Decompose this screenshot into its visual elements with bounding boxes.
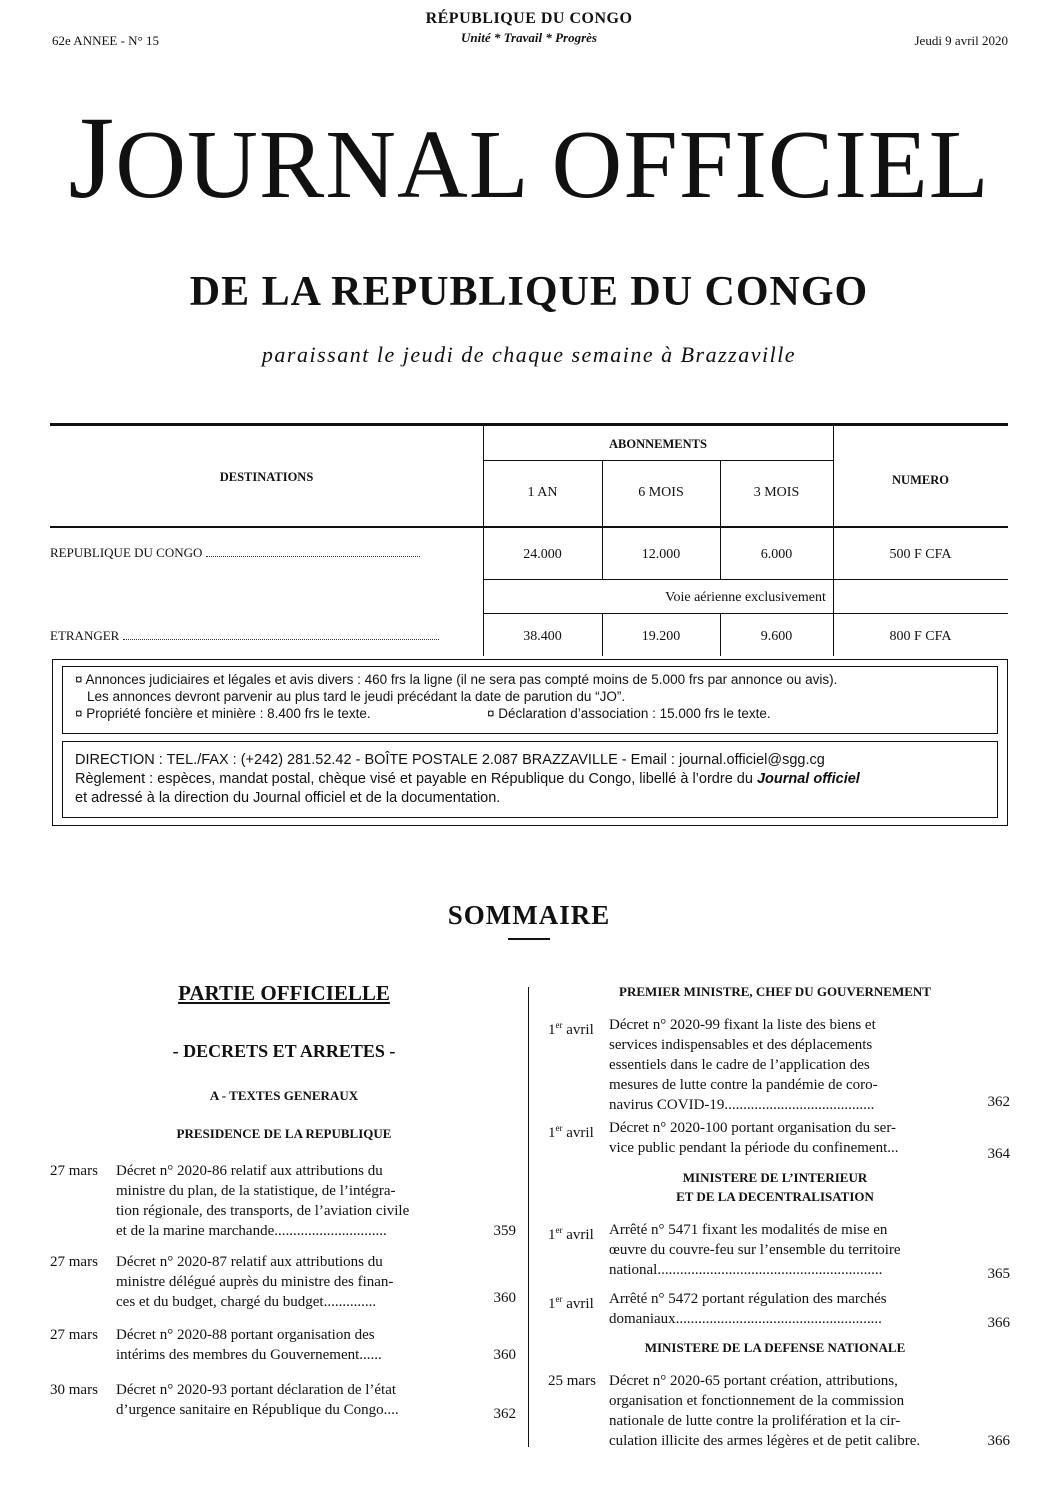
entry-text-line: navirus COVID-19........................................ (609, 1097, 875, 1113)
dest-congo-label: REPUBLIQUE DU CONGO (50, 545, 203, 560)
journal-tagline: paraissant le jeudi de chaque semaine à Brazzaville (261, 342, 797, 367)
etranger-3mois: 9.600 (760, 629, 793, 644)
masthead-top (0, 10, 1058, 46)
presidence-heading: PRESIDENCE DE LA REPUBLIQUE (176, 1126, 392, 1141)
decrets-arretes: - DECRETS ET ARRETES - (172, 1041, 396, 1061)
title-word-2: OFFICIEL (551, 111, 990, 219)
interieur-heading-1: MINISTERE DE L’INTERIEUR (682, 1170, 868, 1185)
notices-box (62, 666, 998, 734)
title-initial: J (68, 92, 116, 223)
journal-name: Journal officiel (756, 771, 860, 787)
congo-numero: 500 F CFA (889, 547, 952, 562)
reglement-text: Règlement : espèces, mandat postal, chèque visé et payable en République du Congo, libellé à l’ordre du (75, 771, 757, 787)
entry-text-line: Décret n° 2020-100 portant organisation du ser- (609, 1120, 897, 1136)
direction-line-2 (75, 770, 997, 789)
defense-heading: MINISTERE DE LA DEFENSE NATIONALE (644, 1340, 906, 1355)
entry-text-line: Décret n° 2020-93 portant déclaration de l’état (116, 1382, 397, 1398)
entry-page-number: 360 (493, 1290, 516, 1306)
textes-generaux: A - TEXTES GENERAUX (209, 1088, 359, 1103)
col-1an: 1 AN (527, 485, 558, 500)
entry-text-line: intérims des membres du Gouvernement...... (116, 1347, 382, 1363)
notice-line-2: Les annonces devront parvenir au plus tard le jeudi précédant la date de parution du “JO”. (87, 689, 626, 704)
etranger-6mois: 19.200 (641, 629, 681, 644)
partie-officielle: PARTIE OFFICIELLE (178, 981, 390, 1005)
entry-text-line: essentiels dans le cadre de l’application des (609, 1057, 870, 1073)
entry-text-line: organisation et fonctionnement de la commission (609, 1393, 905, 1409)
journal-subtitle: DE LA REPUBLIQUE DU CONGO (189, 269, 869, 315)
sommaire-title: SOMMAIRE (447, 900, 611, 930)
entry-text-line: Arrêté n° 5471 fixant les modalités de mise en (609, 1222, 888, 1238)
entry-date: 27 mars (50, 1327, 98, 1343)
sommaire-entry (548, 1372, 1010, 1452)
entry-text-line: Décret n° 2020-88 portant organisation des (116, 1327, 375, 1343)
direction-line-3: et adressé à la direction du Journal officiel et de la documentation. (75, 790, 501, 806)
entry-text-line: Décret n° 2020-65 portant création, attributions, (609, 1373, 898, 1389)
entry-text-line: mesures de lutte contre la pandémie de coro- (609, 1077, 878, 1093)
entry-text-line: ministre du plan, de la statistique, de l’intégra- (116, 1183, 396, 1199)
sommaire-entry (50, 1253, 518, 1313)
entry-date: 1er avril (548, 1294, 594, 1312)
country-name: RÉPUBLIQUE DU CONGO (425, 10, 633, 27)
entry-text-line: services indispensables et des déplacements (609, 1037, 873, 1053)
notice-propriete: ¤ Propriété foncière et minière : 8.400 frs le texte. (75, 706, 371, 721)
entry-date: 1er avril (548, 1020, 594, 1038)
col-6mois: 6 MOIS (638, 485, 684, 500)
issue-date: Jeudi 9 avril 2020 (914, 33, 1008, 48)
direction-box (62, 741, 998, 818)
sommaire-underline (508, 938, 550, 940)
entry-text-line: ministre délégué auprès du ministre des finan- (116, 1274, 394, 1290)
dot-leader (123, 629, 439, 640)
entry-date: 27 mars (50, 1163, 98, 1179)
notice-line-3 (75, 705, 997, 722)
premier-ministre-heading: PREMIER MINISTRE, CHEF DU GOUVERNEMENT (619, 984, 931, 999)
numero-header: NUMERO (892, 473, 949, 487)
entry-text-line: Décret n° 2020-87 relatif aux attributions du (116, 1254, 383, 1270)
entry-page-number: 362 (493, 1406, 516, 1422)
col-3mois: 3 MOIS (753, 485, 800, 500)
destinations-header: DESTINATIONS (219, 470, 314, 484)
abonnements-header: ABONNEMENTS (609, 437, 707, 451)
entry-text-line: nationale de lutte contre la prolifération et la cir- (609, 1413, 901, 1429)
sommaire-entry (548, 1290, 1010, 1330)
entry-text-line: et de la marine marchande.............................. (116, 1223, 387, 1239)
dest-congo (50, 545, 420, 561)
sommaire-entry (548, 1221, 1010, 1281)
entry-text-line: vice public pendant la période du confinement... (609, 1140, 899, 1156)
congo-3mois: 6.000 (760, 547, 793, 562)
column-divider (528, 987, 529, 1447)
sommaire-entry (548, 1119, 1010, 1162)
etranger-1an: 38.400 (523, 629, 562, 644)
entry-page-number: 366 (987, 1315, 1010, 1331)
voie-aerienne: Voie aérienne exclusivement (665, 590, 826, 605)
entry-text-line: Décret n° 2020-86 relatif aux attributions du (116, 1163, 383, 1179)
entry-text-line: tion régionale, des transports, de l’aviation civile (116, 1203, 410, 1219)
entry-date: 30 mars (50, 1382, 98, 1398)
entry-text-line: Décret n° 2020-99 fixant la liste des biens et (609, 1017, 876, 1033)
entry-page-number: 364 (987, 1146, 1010, 1162)
entry-page-number: 365 (987, 1266, 1010, 1282)
journal-title (0, 92, 1058, 223)
notice-line-1: ¤ Annonces judiciaires et légales et avis divers : 460 frs la ligne (il ne sera pas compté moins de 5.000 frs par annonce ou avis). (75, 672, 838, 687)
entry-date: 25 mars (548, 1373, 596, 1389)
title-word-1: OURNAL (115, 111, 526, 219)
entry-date: 1er avril (548, 1123, 594, 1141)
dest-etranger-label: ETRANGER (50, 628, 120, 643)
dot-leader (206, 546, 420, 557)
congo-1an: 24.000 (523, 547, 562, 562)
direction-line-1: DIRECTION : TEL./FAX : (+242) 281.52.42 - BOÎTE POSTALE 2.087 BRAZZAVILLE - Email : journal.officiel@sgg.cg (75, 752, 825, 768)
notice-association: ¤ Déclaration d’association : 15.000 frs le texte. (487, 706, 771, 721)
entry-page-number: 360 (493, 1347, 516, 1363)
issue-number: 62e ANNEE - N° 15 (52, 33, 160, 48)
entry-date: 1er avril (548, 1225, 594, 1243)
entry-page-number: 366 (987, 1433, 1010, 1449)
entry-date: 27 mars (50, 1254, 98, 1270)
entry-page-number: 362 (987, 1094, 1010, 1110)
entry-text-line: Arrêté n° 5472 portant régulation des marchés (609, 1291, 887, 1307)
subscription-table (50, 423, 1008, 656)
sommaire-entry (50, 1381, 518, 1421)
sommaire-entry (50, 1326, 518, 1366)
entry-text-line: d’urgence sanitaire en République du Congo.... (116, 1402, 399, 1418)
entry-page-number: 359 (493, 1223, 516, 1239)
motto: Unité * Travail * Progrès (460, 30, 597, 45)
entry-text-line: domaniaux....................................................... (609, 1311, 882, 1327)
congo-6mois: 12.000 (641, 547, 681, 562)
entry-text-line: culation illicite des armes légères et de petit calibre. (609, 1433, 921, 1449)
etranger-numero: 800 F CFA (889, 629, 952, 644)
sommaire-entry (50, 1162, 518, 1242)
entry-text-line: œuvre du couvre-feu sur l’ensemble du territoire (609, 1242, 901, 1258)
entry-text-line: national............................................................ (609, 1262, 883, 1278)
interieur-heading-2: ET DE LA DECENTRALISATION (676, 1189, 874, 1204)
sommaire-entry (548, 1016, 1010, 1116)
dest-etranger (50, 628, 439, 644)
entry-text-line: ces et du budget, chargé du budget.............. (116, 1294, 377, 1310)
